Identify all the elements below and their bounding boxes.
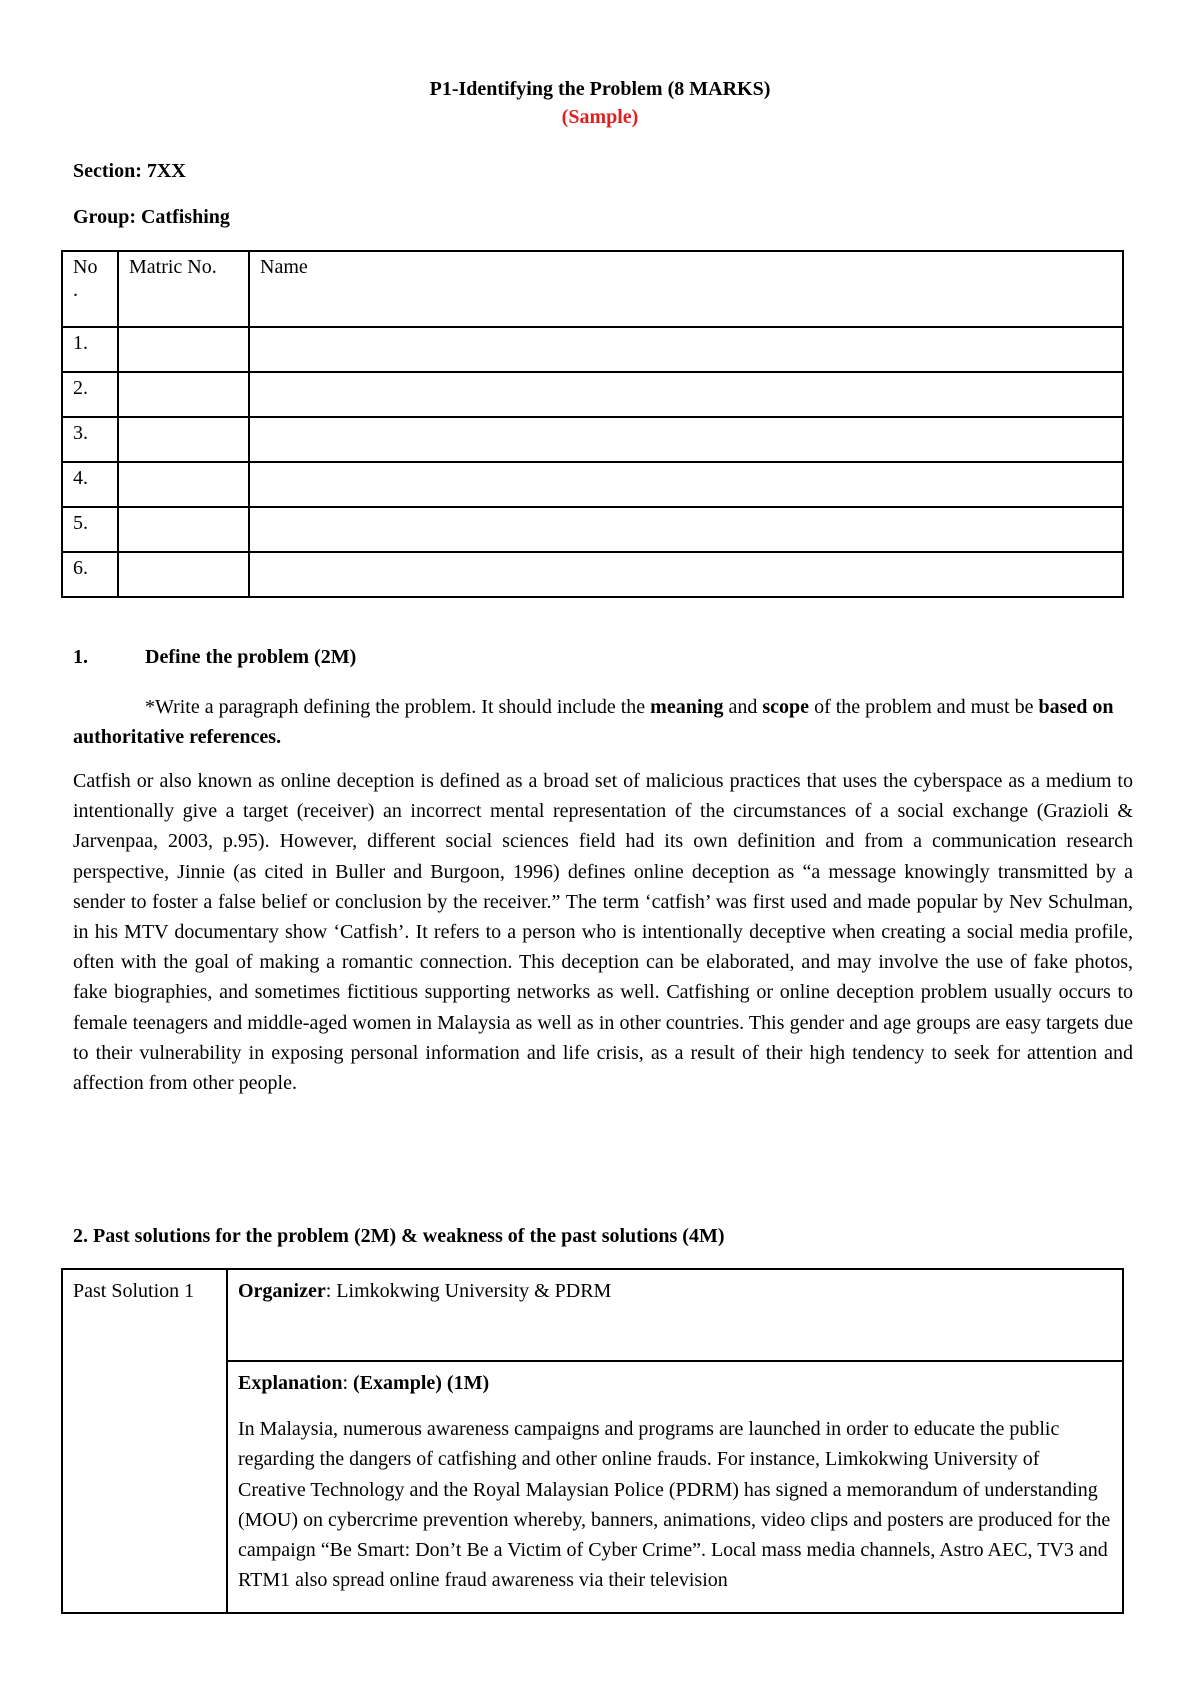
group-line: [73, 206, 230, 229]
name-cell[interactable]: [249, 507, 1123, 552]
section1-instructions: [73, 692, 1133, 752]
section1-number: 1.: [73, 646, 88, 668]
name-cell[interactable]: [249, 462, 1123, 507]
row-number: 1.: [62, 327, 118, 372]
row-number: 5.: [62, 507, 118, 552]
section2-heading: 2. Past solutions for the problem (2M) & weakness of the past solutions (4M): [73, 1225, 725, 1247]
table-row: [62, 327, 1123, 372]
solution-row: [62, 1269, 1123, 1361]
name-cell[interactable]: [249, 552, 1123, 597]
past-solution-label: Past Solution 1: [62, 1269, 227, 1613]
row-number: 2.: [62, 372, 118, 417]
table-row: [62, 372, 1123, 417]
row-number: 3.: [62, 417, 118, 462]
table-row: [62, 552, 1123, 597]
organizer-label: Organizer: [238, 1280, 326, 1302]
matric-cell[interactable]: [118, 507, 249, 552]
matric-cell[interactable]: [118, 327, 249, 372]
explanation-text: In Malaysia, numerous awareness campaigns and programs are launched in order to educate the public regarding the dangers of catfishing and other online frauds. For instance, Limkokwing University of Creative Technology and the Royal Malaysian Police (PDRM) has signed a memorandum of understanding (MOU) on cybercrime prevention whereby, banners, animations, video clips and posters are produced for the campaign “Be Smart: Don’t Be a Victim of Cyber Crime”. Local mass media channels, Astro AEC, TV3 and RTM1 also spread online fraud awareness via their television: [238, 1418, 1111, 1592]
instr-bold-references: based on authoritative references.: [73, 696, 1114, 748]
explanation-tag: (Example) (1M): [353, 1372, 490, 1394]
matric-cell[interactable]: [118, 462, 249, 507]
name-cell[interactable]: [249, 372, 1123, 417]
definition-paragraph: Catfish or also known as online deception is defined as a broad set of malicious practices that uses the cyberspace as a medium to intentionally give a target (receiver) an incorrect mental representation of the circumstances of a social exchange (Grazioli & Jarvenpaa, 2003, p.95). However, different social sciences field had its own definition and from a communication research perspective, Jinnie (as cited in Buller and Burgoon, 1996) defines online deception as “a message knowingly transmitted by a sender to foster a false belief or conclusion by the receiver.” The term ‘catfish’ was first used and made popular by Nev Schulman, in his MTV documentary show ‘Catfish’. It refers to a person who is intentionally deceptive when creating a social media profile, often with the goal of making a romantic connection. This deception can be elaborated, and may involve the use of fake photos, fake biographies, and sometimes fictitious supporting networks as well. Catfishing or online deception problem usually occurs to female teenagers and middle-aged women in Malaysia as well as in other countries. This gender and age groups are easy targets due to their vulnerability in exposing personal information and life crisis, as a result of their high tendency to seek for attention and affection from other people.: [73, 770, 1133, 1095]
past-solutions-table: [61, 1268, 1124, 1614]
instr-text: of the problem and must be: [809, 696, 1039, 718]
row-number: 6.: [62, 552, 118, 597]
row-number: 4.: [62, 462, 118, 507]
group-label: Group:: [73, 206, 136, 228]
page-title: P1-Identifying the Problem (8 MARKS): [429, 78, 771, 100]
instr-text: *Write a paragraph defining the problem. It should include the: [145, 696, 651, 718]
section1-heading: [73, 646, 356, 669]
table-row: [62, 462, 1123, 507]
header-name: Name: [249, 251, 1123, 327]
members-table: [61, 250, 1124, 598]
name-cell[interactable]: [249, 327, 1123, 372]
sample-label: (Sample): [561, 106, 639, 128]
section1-title: Define the problem (2M): [145, 646, 357, 668]
header-matric-no: Matric No.: [118, 251, 249, 327]
section-value: 7XX: [146, 160, 186, 182]
header-no: No .: [62, 251, 118, 327]
matric-cell[interactable]: [118, 552, 249, 597]
section-line: [73, 160, 186, 183]
section-label: Section:: [73, 160, 142, 182]
explanation-cell: [227, 1361, 1123, 1613]
table-row: [62, 507, 1123, 552]
explanation-sep: :: [342, 1372, 354, 1394]
instr-text: and: [723, 696, 763, 718]
table-row: [62, 417, 1123, 462]
matric-cell[interactable]: [118, 372, 249, 417]
name-cell[interactable]: [249, 417, 1123, 462]
explanation-title: [238, 1368, 1112, 1398]
explanation-label: Explanation: [238, 1372, 343, 1394]
members-table-header: [62, 251, 1123, 327]
instr-bold-meaning: meaning: [650, 696, 724, 718]
organizer-value: : Limkokwing University & PDRM: [325, 1280, 612, 1302]
organizer-cell: [227, 1269, 1123, 1361]
instr-bold-scope: scope: [762, 696, 810, 718]
matric-cell[interactable]: [118, 417, 249, 462]
group-value: Catfishing: [140, 206, 230, 228]
